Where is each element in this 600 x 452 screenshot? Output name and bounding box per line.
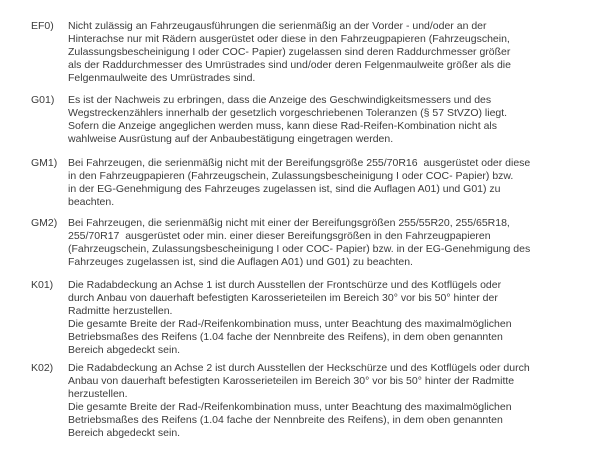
section-line: beachten.	[68, 196, 115, 208]
section-line: Die Radabdeckung an Achse 1 ist durch Ausstellen der Frontschürze und des Kotflügels oder	[68, 279, 502, 291]
section-line: Die gesamte Breite der Rad-/Reifenkombination muss, unter Beachtung des maximalmöglichen	[68, 401, 512, 413]
section-line: wahlweise Ausrüstung auf der Anbaubestätigung eingetragen werden.	[68, 133, 394, 145]
section-line: durch Anbau von dauerhaft befestigten Karosserieteilen im Bereich 30° vor bis 50° hinter der	[68, 292, 498, 304]
section-lines	[68, 217, 592, 269]
section-line: Bereich abgedeckt sein.	[68, 344, 181, 356]
section-line: Fahrzeuges zugelassen ist, sind die Auflagen A01) und G01) zu beachten.	[68, 256, 413, 268]
section-lines	[68, 94, 592, 146]
section-line: Es ist der Nachweis zu erbringen, dass die Anzeige des Geschwindigkeitsmessers und des	[68, 94, 492, 106]
section-line: Wegstreckenzählers innerhalb der gesetzlich vorgeschriebenen Toleranzen (§ 57 StVZO) liegt.	[68, 107, 508, 119]
section-line: Nicht zulässig an Fahrzeugausführungen die serienmäßig an der Vorder - und/oder an der	[68, 20, 487, 32]
section-line: Die gesamte Breite der Rad-/Reifenkombination muss, unter Beachtung des maximalmöglichen	[68, 318, 512, 330]
section-line: Zulassungsbescheinigung I oder COC- Papier) zugelassen sind deren Raddurchmesser größer	[68, 46, 511, 58]
section-row	[31, 20, 592, 85]
section-code: EF0)	[31, 20, 54, 32]
section-code: K02)	[31, 362, 54, 374]
section-line: Bereich abgedeckt sein.	[68, 427, 181, 439]
section-row	[31, 279, 592, 357]
section-line: (Fahrzeugschein, Zulassungsbescheinigung I oder COC- Papier) bzw. in der EG-Genehmigung des	[68, 243, 531, 255]
section-line: Felgenmaulweite des Umrüstrades sind.	[68, 72, 256, 84]
section-line: Radmitte herzustellen.	[68, 305, 173, 317]
section-code: GM2)	[31, 217, 58, 229]
section-line: Hinterachse nur mit Rädern ausgerüstet oder diese in den Fahrzeugpapieren (Fahrzeugschein,	[68, 33, 510, 45]
section-line: als der Raddurchmesser des Umrüstrades sind und/oder deren Felgenmaulweite größer als die	[68, 59, 511, 71]
section-line: Bei Fahrzeugen, die serienmäßig nicht mit einer der Bereifungsgrößen 255/55R20, 255/65R18,	[68, 217, 510, 229]
section-line: in den Fahrzeugpapieren (Fahrzeugschein, Zulassungsbescheinigung I oder COC- Papier) bzw.	[68, 170, 514, 182]
section-lines	[68, 20, 592, 85]
section-line: Anbau von dauerhaft befestigten Karosserieteilen im Bereich 30° vor bis 50° hinter der Radmitte	[68, 375, 515, 387]
section-code: G01)	[31, 94, 55, 106]
section-line: Betriebsmaßes des Reifens (1.04 fache der Nennbreite des Reifens), in dem oben genannten	[68, 331, 503, 343]
section-row	[31, 157, 592, 209]
section-lines	[68, 362, 592, 440]
section-row	[31, 217, 592, 269]
section-code: GM1)	[31, 157, 58, 169]
section-line: Bei Fahrzeugen, die serienmäßig nicht mit der Bereifungsgröße 255/70R16 ausgerüstet oder diese	[68, 157, 531, 169]
section-row	[31, 362, 592, 440]
section-lines	[68, 157, 592, 209]
section-line: Betriebsmaßes des Reifens (1.04 fache der Nennbreite des Reifens), in dem oben genannten	[68, 414, 503, 426]
section-row	[31, 94, 592, 146]
section-line: 255/70R17 ausgerüstet oder min. einer dieser Bereifungsgrößen in den Fahrzeugpapieren	[68, 230, 491, 242]
section-lines	[68, 279, 592, 357]
section-line: Sofern die Anzeige angeglichen werden muss, kann diese Rad-Reifen-Kombination nicht als	[68, 120, 498, 132]
section-line: in der EG-Genehmigung des Fahrzeuges zugelassen ist, sind die Auflagen A01) und G01) zu	[68, 183, 501, 195]
section-line: Die Radabdeckung an Achse 2 ist durch Ausstellen der Heckschürze und des Kotflügels oder durch	[68, 362, 530, 374]
section-code: K01)	[31, 279, 54, 291]
section-line: herzustellen.	[68, 388, 128, 400]
